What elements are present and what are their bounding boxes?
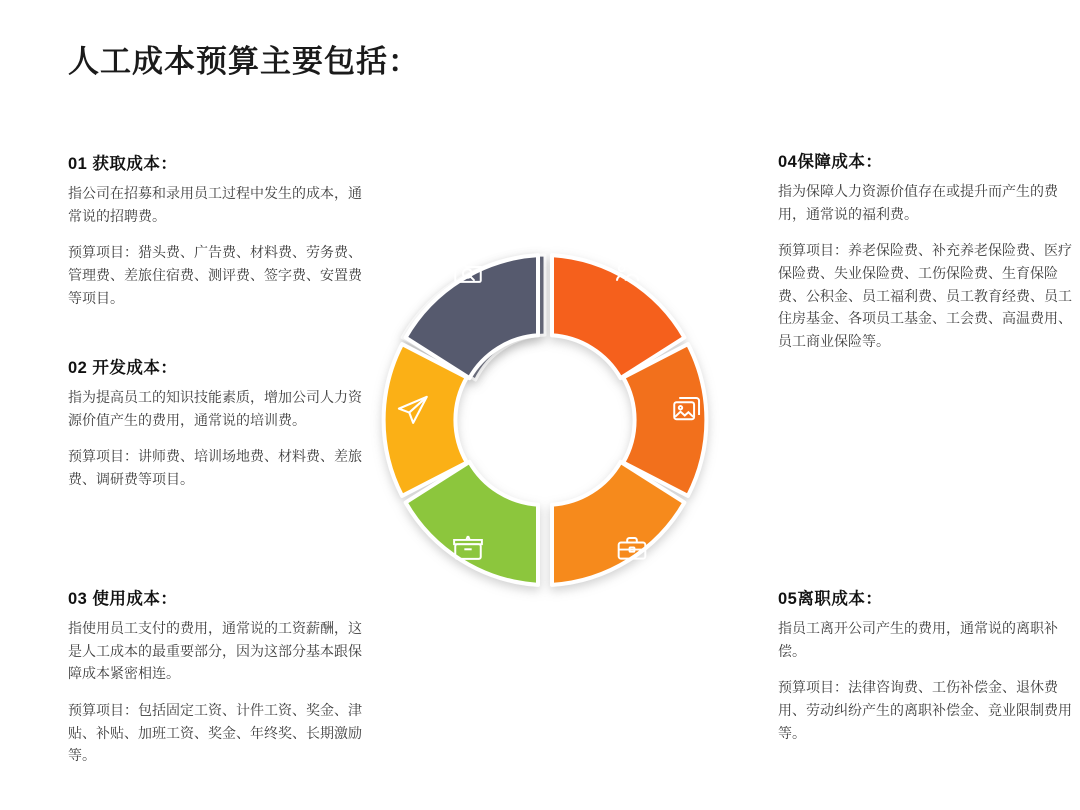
section-budget-items: 预算项目：养老保险费、补充养老保险费、医疗保险费、失业保险费、工伤保险费、生育保险费、公积金、员工福利费、员工教育经费、员工住房基金、各项员工基金、工会费、高温费用、员工商业保险等。 xyxy=(778,242,1072,350)
section-heading: 03 使用成本： xyxy=(68,590,178,608)
donut-diagram xyxy=(355,190,735,650)
section-description: 指使用员工支付的费用，通常说的工资薪酬，这是人工成本的最重要部分，因为这部分基本跟保障成本紧密相连。 xyxy=(68,620,362,682)
section-description: 指员工离开公司产生的费用，通常说的离职补偿。 xyxy=(778,620,1058,659)
section-description: 指为保障人力资源价值存在或提升而产生的费用，通常说的福利费。 xyxy=(778,183,1058,222)
section-heading: 02 开发成本： xyxy=(68,359,178,377)
section-separation-cost xyxy=(778,585,1078,744)
section-heading: 01 获取成本： xyxy=(68,155,178,173)
section-budget-items: 预算项目：法律咨询费、工伤补偿金、退休费用、劳动纠纷产生的离职补偿金、竞业限制费用等。 xyxy=(778,679,1072,741)
section-heading: 05离职成本： xyxy=(778,590,883,608)
section-usage-cost xyxy=(68,585,368,767)
section-budget-items: 预算项目：讲师费、培训场地费、材料费、差旅费、调研费等项目。 xyxy=(68,448,362,488)
section-security-cost xyxy=(778,148,1078,353)
section-acquisition-cost xyxy=(68,150,368,309)
section-description: 指公司在招募和录用员工过程中发生的成本，通常说的招聘费。 xyxy=(68,185,362,224)
section-budget-items: 预算项目：猎头费、广告费、材料费、劳务费、管理费、差旅住宿费、测评费、签字费、安置费等项目。 xyxy=(68,244,362,306)
section-heading: 04保障成本： xyxy=(778,153,883,171)
section-budget-items: 预算项目：包括固定工资、计件工资、奖金、津贴、补贴、加班工资、奖金、年终奖、长期激励等。 xyxy=(68,702,362,764)
page-title: 人工成本预算主要包括： xyxy=(68,44,420,79)
section-description: 指为提高员工的知识技能素质，增加公司人力资源价值产生的费用，通常说的培训费。 xyxy=(68,389,362,428)
section-development-cost xyxy=(68,354,368,491)
